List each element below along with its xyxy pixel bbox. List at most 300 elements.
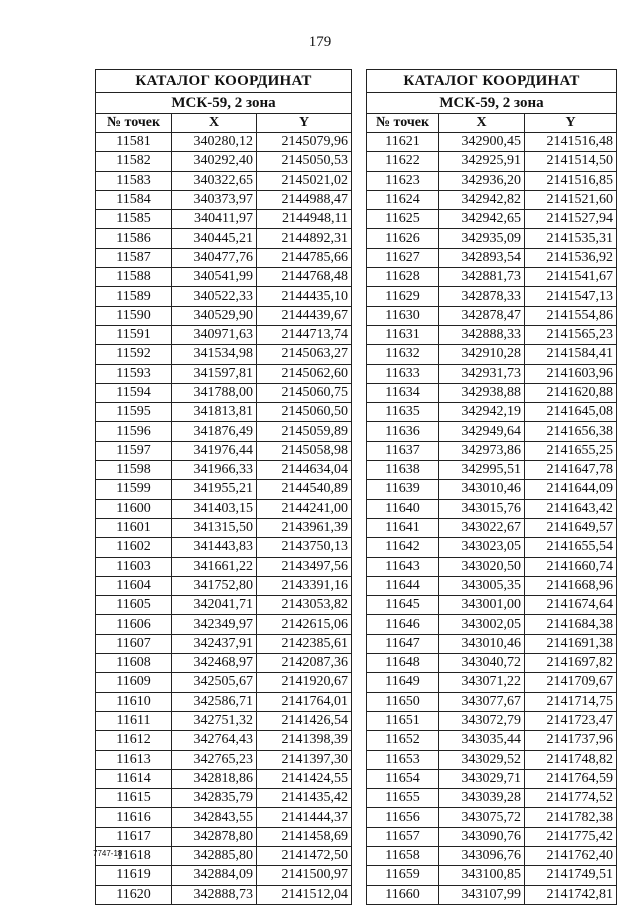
x-coordinate-cell: 340322,65	[172, 171, 257, 190]
x-coordinate-cell: 343001,00	[439, 596, 525, 615]
table-row	[367, 210, 617, 229]
point-number-cell: 11591	[96, 325, 172, 344]
x-coordinate-cell: 341876,49	[172, 422, 257, 441]
x-coordinate-cell: 343015,76	[439, 499, 525, 518]
y-coordinate-cell: 2141424,55	[257, 769, 352, 788]
point-number-cell: 11643	[367, 557, 439, 576]
x-coordinate-cell: 342878,80	[172, 827, 257, 846]
point-number-cell: 11584	[96, 190, 172, 209]
x-coordinate-cell: 342881,73	[439, 268, 525, 287]
point-number-cell: 11599	[96, 480, 172, 499]
table-row	[367, 576, 617, 595]
point-number-cell: 11633	[367, 364, 439, 383]
y-coordinate-cell: 2141397,30	[257, 750, 352, 769]
table-row	[367, 615, 617, 634]
table-row	[96, 789, 352, 808]
y-coordinate-cell: 2141762,40	[525, 846, 617, 865]
point-number-cell: 11622	[367, 152, 439, 171]
table-row	[96, 325, 352, 344]
x-coordinate-cell: 342938,88	[439, 383, 525, 402]
y-coordinate-cell: 2141748,82	[525, 750, 617, 769]
x-coordinate-cell: 343071,22	[439, 673, 525, 692]
y-coordinate-cell: 2141398,39	[257, 731, 352, 750]
y-coordinate-cell: 2145050,53	[257, 152, 352, 171]
point-number-cell: 11632	[367, 345, 439, 364]
table-row	[96, 846, 352, 865]
point-number-cell: 11585	[96, 210, 172, 229]
x-coordinate-cell: 343107,99	[439, 885, 525, 904]
point-number-cell: 11640	[367, 499, 439, 518]
y-coordinate-cell: 2141645,08	[525, 403, 617, 422]
y-coordinate-cell: 2141643,42	[525, 499, 617, 518]
y-coordinate-cell: 2141458,69	[257, 827, 352, 846]
point-number-cell: 11615	[96, 789, 172, 808]
table-row	[96, 615, 352, 634]
table-row	[96, 345, 352, 364]
point-number-cell: 11603	[96, 557, 172, 576]
table-row	[96, 596, 352, 615]
y-coordinate-cell: 2141684,38	[525, 615, 617, 634]
point-number-cell: 11588	[96, 268, 172, 287]
point-number-cell: 11617	[96, 827, 172, 846]
point-number-cell: 11608	[96, 654, 172, 673]
y-coordinate-cell: 2141660,74	[525, 557, 617, 576]
x-coordinate-cell: 343100,85	[439, 866, 525, 885]
y-coordinate-cell: 2144988,47	[257, 190, 352, 209]
table-row	[96, 808, 352, 827]
x-coordinate-cell: 342835,79	[172, 789, 257, 808]
table-row	[367, 268, 617, 287]
y-coordinate-cell: 2141584,41	[525, 345, 617, 364]
x-coordinate-cell: 340445,21	[172, 229, 257, 248]
table-row	[96, 518, 352, 537]
x-coordinate-cell: 341597,81	[172, 364, 257, 383]
x-coordinate-cell: 341403,15	[172, 499, 257, 518]
point-number-cell: 11634	[367, 383, 439, 402]
table-row	[96, 441, 352, 460]
y-coordinate-cell: 2141603,96	[525, 364, 617, 383]
point-number-cell: 11658	[367, 846, 439, 865]
point-number-cell: 11631	[367, 325, 439, 344]
x-coordinate-cell: 342586,71	[172, 692, 257, 711]
x-coordinate-cell: 341752,80	[172, 576, 257, 595]
y-coordinate-cell: 2141565,23	[525, 325, 617, 344]
y-coordinate-cell: 2141655,54	[525, 538, 617, 557]
x-coordinate-cell: 342973,86	[439, 441, 525, 460]
x-coordinate-cell: 342843,55	[172, 808, 257, 827]
table-row	[96, 287, 352, 306]
x-coordinate-cell: 342041,71	[172, 596, 257, 615]
table-row	[367, 248, 617, 267]
x-coordinate-cell: 340373,97	[172, 190, 257, 209]
y-coordinate-cell: 2141782,38	[525, 808, 617, 827]
x-coordinate-cell: 341534,98	[172, 345, 257, 364]
point-number-cell: 11660	[367, 885, 439, 904]
y-coordinate-cell: 2141647,78	[525, 461, 617, 480]
point-number-cell: 11629	[367, 287, 439, 306]
x-coordinate-cell: 340971,63	[172, 325, 257, 344]
y-coordinate-cell: 2141723,47	[525, 711, 617, 730]
coordinates-table-left	[95, 69, 352, 905]
point-number-cell: 11614	[96, 769, 172, 788]
point-number-cell: 11609	[96, 673, 172, 692]
y-coordinate-cell: 2145059,89	[257, 422, 352, 441]
table-row	[367, 325, 617, 344]
y-coordinate-cell: 2145058,98	[257, 441, 352, 460]
x-coordinate-cell: 343029,71	[439, 769, 525, 788]
x-coordinate-cell: 343010,46	[439, 634, 525, 653]
table-row	[96, 692, 352, 711]
table-row	[367, 827, 617, 846]
point-number-cell: 11624	[367, 190, 439, 209]
x-coordinate-cell: 341813,81	[172, 403, 257, 422]
y-coordinate-cell: 2141644,09	[525, 480, 617, 499]
x-coordinate-cell: 343022,67	[439, 518, 525, 537]
x-coordinate-cell: 341788,00	[172, 383, 257, 402]
x-coordinate-cell: 343005,35	[439, 576, 525, 595]
x-coordinate-cell: 342900,45	[439, 133, 525, 152]
x-coordinate-cell: 341955,21	[172, 480, 257, 499]
table-row	[367, 461, 617, 480]
x-coordinate-cell: 342893,54	[439, 248, 525, 267]
table-row	[96, 711, 352, 730]
point-number-cell: 11589	[96, 287, 172, 306]
table-row	[367, 287, 617, 306]
table-row	[96, 461, 352, 480]
point-number-cell: 11650	[367, 692, 439, 711]
table-row	[367, 731, 617, 750]
x-coordinate-cell: 343072,79	[439, 711, 525, 730]
table-row	[96, 866, 352, 885]
y-coordinate-cell: 2141516,85	[525, 171, 617, 190]
point-number-cell: 11596	[96, 422, 172, 441]
point-number-cell: 11611	[96, 711, 172, 730]
table-row	[367, 480, 617, 499]
table-row	[367, 769, 617, 788]
y-coordinate-cell: 2141749,51	[525, 866, 617, 885]
y-coordinate-cell: 2141435,42	[257, 789, 352, 808]
point-number-cell: 11641	[367, 518, 439, 537]
table-title: КАТАЛОГ КООРДИНАТ	[367, 70, 617, 93]
x-coordinate-cell: 343077,67	[439, 692, 525, 711]
x-coordinate-cell: 341315,50	[172, 518, 257, 537]
y-coordinate-cell: 2141541,67	[525, 268, 617, 287]
y-coordinate-cell: 2143497,56	[257, 557, 352, 576]
x-coordinate-cell: 342751,32	[172, 711, 257, 730]
table-row	[96, 190, 352, 209]
column-header-y: Y	[257, 114, 352, 133]
y-coordinate-cell: 2143053,82	[257, 596, 352, 615]
point-number-cell: 11618	[96, 846, 172, 865]
y-coordinate-cell: 2141774,52	[525, 789, 617, 808]
table-row	[367, 441, 617, 460]
x-coordinate-cell: 343039,28	[439, 789, 525, 808]
point-number-cell: 11586	[96, 229, 172, 248]
table-row	[367, 846, 617, 865]
x-coordinate-cell: 343002,05	[439, 615, 525, 634]
table-row	[96, 403, 352, 422]
table-row	[367, 596, 617, 615]
y-coordinate-cell: 2145063,27	[257, 345, 352, 364]
column-header-x: X	[172, 114, 257, 133]
table-row	[367, 789, 617, 808]
point-number-cell: 11600	[96, 499, 172, 518]
table-row	[367, 133, 617, 152]
y-coordinate-cell: 2144540,89	[257, 480, 352, 499]
y-coordinate-cell: 2141920,67	[257, 673, 352, 692]
table-row	[367, 808, 617, 827]
point-number-cell: 11610	[96, 692, 172, 711]
point-number-cell: 11581	[96, 133, 172, 152]
table-row	[96, 383, 352, 402]
point-number-cell: 11602	[96, 538, 172, 557]
y-coordinate-cell: 2143961,39	[257, 518, 352, 537]
y-coordinate-cell: 2144713,74	[257, 325, 352, 344]
point-number-cell: 11636	[367, 422, 439, 441]
point-number-cell: 11647	[367, 634, 439, 653]
x-coordinate-cell: 343035,44	[439, 731, 525, 750]
point-number-cell: 11637	[367, 441, 439, 460]
table-row	[367, 364, 617, 383]
y-coordinate-cell: 2142087,36	[257, 654, 352, 673]
point-number-cell: 11616	[96, 808, 172, 827]
point-number-cell: 11648	[367, 654, 439, 673]
point-number-cell: 11597	[96, 441, 172, 460]
y-coordinate-cell: 2141535,31	[525, 229, 617, 248]
table-row	[96, 422, 352, 441]
point-number-cell: 11625	[367, 210, 439, 229]
point-number-cell: 11639	[367, 480, 439, 499]
point-number-cell: 11613	[96, 750, 172, 769]
point-number-cell: 11659	[367, 866, 439, 885]
x-coordinate-cell: 342349,97	[172, 615, 257, 634]
x-coordinate-cell: 342995,51	[439, 461, 525, 480]
y-coordinate-cell: 2143391,16	[257, 576, 352, 595]
x-coordinate-cell: 341966,33	[172, 461, 257, 480]
point-number-cell: 11598	[96, 461, 172, 480]
point-number-cell: 11627	[367, 248, 439, 267]
table-row	[96, 827, 352, 846]
y-coordinate-cell: 2141426,54	[257, 711, 352, 730]
point-number-cell: 11592	[96, 345, 172, 364]
x-coordinate-cell: 343040,72	[439, 654, 525, 673]
point-number-cell: 11621	[367, 133, 439, 152]
table-row	[367, 190, 617, 209]
x-coordinate-cell: 342468,97	[172, 654, 257, 673]
table-row	[96, 133, 352, 152]
table-row	[367, 499, 617, 518]
y-coordinate-cell: 2141500,97	[257, 866, 352, 885]
column-header-point: № точек	[96, 114, 172, 133]
point-number-cell: 11653	[367, 750, 439, 769]
y-coordinate-cell: 2141764,59	[525, 769, 617, 788]
table-row	[96, 171, 352, 190]
y-coordinate-cell: 2141674,64	[525, 596, 617, 615]
y-coordinate-cell: 2145079,96	[257, 133, 352, 152]
x-coordinate-cell: 343096,76	[439, 846, 525, 865]
point-number-cell: 11590	[96, 306, 172, 325]
y-coordinate-cell: 2144634,04	[257, 461, 352, 480]
x-coordinate-cell: 343010,46	[439, 480, 525, 499]
y-coordinate-cell: 2141536,92	[525, 248, 617, 267]
x-coordinate-cell: 340522,33	[172, 287, 257, 306]
y-coordinate-cell: 2142385,61	[257, 634, 352, 653]
y-coordinate-cell: 2142615,06	[257, 615, 352, 634]
table-row	[96, 731, 352, 750]
page-number: 179	[308, 34, 332, 50]
table-row	[96, 499, 352, 518]
point-number-cell: 11620	[96, 885, 172, 904]
y-coordinate-cell: 2141775,42	[525, 827, 617, 846]
point-number-cell: 11582	[96, 152, 172, 171]
point-number-cell: 11594	[96, 383, 172, 402]
y-coordinate-cell: 2144892,31	[257, 229, 352, 248]
y-coordinate-cell: 2141709,67	[525, 673, 617, 692]
table-zone: МСК-59, 2 зона	[367, 93, 617, 114]
y-coordinate-cell: 2145060,50	[257, 403, 352, 422]
point-number-cell: 11619	[96, 866, 172, 885]
point-number-cell: 11605	[96, 596, 172, 615]
point-number-cell: 11642	[367, 538, 439, 557]
table-row	[367, 557, 617, 576]
x-coordinate-cell: 340411,97	[172, 210, 257, 229]
point-number-cell: 11651	[367, 711, 439, 730]
table-row	[96, 268, 352, 287]
table-row	[367, 422, 617, 441]
point-number-cell: 11606	[96, 615, 172, 634]
x-coordinate-cell: 340477,76	[172, 248, 257, 267]
point-number-cell: 11655	[367, 789, 439, 808]
point-number-cell: 11646	[367, 615, 439, 634]
x-coordinate-cell: 341976,44	[172, 441, 257, 460]
table-row	[367, 866, 617, 885]
x-coordinate-cell: 340292,40	[172, 152, 257, 171]
x-coordinate-cell: 340280,12	[172, 133, 257, 152]
y-coordinate-cell: 2141737,96	[525, 731, 617, 750]
y-coordinate-cell: 2141444,37	[257, 808, 352, 827]
point-number-cell: 11644	[367, 576, 439, 595]
x-coordinate-cell: 342910,28	[439, 345, 525, 364]
point-number-cell: 11645	[367, 596, 439, 615]
x-coordinate-cell: 343090,76	[439, 827, 525, 846]
y-coordinate-cell: 2141554,86	[525, 306, 617, 325]
table-row	[96, 538, 352, 557]
x-coordinate-cell: 342888,73	[172, 885, 257, 904]
point-number-cell: 11649	[367, 673, 439, 692]
table-row	[96, 885, 352, 904]
table-row	[96, 769, 352, 788]
y-coordinate-cell: 2141649,57	[525, 518, 617, 537]
y-coordinate-cell: 2143750,13	[257, 538, 352, 557]
x-coordinate-cell: 342878,47	[439, 306, 525, 325]
table-row	[367, 345, 617, 364]
table-row	[96, 576, 352, 595]
y-coordinate-cell: 2141521,60	[525, 190, 617, 209]
x-coordinate-cell: 342942,82	[439, 190, 525, 209]
x-coordinate-cell: 342818,86	[172, 769, 257, 788]
table-row	[367, 885, 617, 904]
point-number-cell: 11630	[367, 306, 439, 325]
x-coordinate-cell: 342765,23	[172, 750, 257, 769]
point-number-cell: 11652	[367, 731, 439, 750]
x-coordinate-cell: 343023,05	[439, 538, 525, 557]
y-coordinate-cell: 2145021,02	[257, 171, 352, 190]
y-coordinate-cell: 2141516,48	[525, 133, 617, 152]
y-coordinate-cell: 2145060,75	[257, 383, 352, 402]
point-number-cell: 11635	[367, 403, 439, 422]
y-coordinate-cell: 2144241,00	[257, 499, 352, 518]
table-row	[96, 152, 352, 171]
table-row	[367, 171, 617, 190]
y-coordinate-cell: 2141655,25	[525, 441, 617, 460]
table-row	[367, 673, 617, 692]
table-row	[96, 480, 352, 499]
x-coordinate-cell: 342884,09	[172, 866, 257, 885]
x-coordinate-cell: 342942,65	[439, 210, 525, 229]
x-coordinate-cell: 342888,33	[439, 325, 525, 344]
table-row	[367, 306, 617, 325]
y-coordinate-cell: 2141547,13	[525, 287, 617, 306]
x-coordinate-cell: 342505,67	[172, 673, 257, 692]
x-coordinate-cell: 342878,33	[439, 287, 525, 306]
table-title: КАТАЛОГ КООРДИНАТ	[96, 70, 352, 93]
y-coordinate-cell: 2141764,01	[257, 692, 352, 711]
table-row	[367, 750, 617, 769]
point-number-cell: 11626	[367, 229, 439, 248]
x-coordinate-cell: 343029,52	[439, 750, 525, 769]
table-row	[96, 673, 352, 692]
table-row	[96, 654, 352, 673]
y-coordinate-cell: 2141620,88	[525, 383, 617, 402]
point-number-cell: 11623	[367, 171, 439, 190]
table-row	[367, 634, 617, 653]
x-coordinate-cell: 343020,50	[439, 557, 525, 576]
column-header-point: № точек	[367, 114, 439, 133]
y-coordinate-cell: 2141514,50	[525, 152, 617, 171]
x-coordinate-cell: 342942,19	[439, 403, 525, 422]
table-row	[367, 383, 617, 402]
y-coordinate-cell: 2144439,67	[257, 306, 352, 325]
x-coordinate-cell: 342437,91	[172, 634, 257, 653]
point-number-cell: 11607	[96, 634, 172, 653]
footer-code: 7747-18	[93, 849, 123, 858]
table-row	[367, 152, 617, 171]
table-row	[96, 557, 352, 576]
point-number-cell: 11595	[96, 403, 172, 422]
y-coordinate-cell: 2141472,50	[257, 846, 352, 865]
table-row	[96, 364, 352, 383]
y-coordinate-cell: 2141714,75	[525, 692, 617, 711]
x-coordinate-cell: 340541,99	[172, 268, 257, 287]
y-coordinate-cell: 2141656,38	[525, 422, 617, 441]
point-number-cell: 11657	[367, 827, 439, 846]
x-coordinate-cell: 341443,83	[172, 538, 257, 557]
table-row	[367, 692, 617, 711]
table-row	[96, 634, 352, 653]
table-row	[96, 248, 352, 267]
point-number-cell: 11604	[96, 576, 172, 595]
table-row	[367, 538, 617, 557]
y-coordinate-cell: 2144768,48	[257, 268, 352, 287]
point-number-cell: 11593	[96, 364, 172, 383]
y-coordinate-cell: 2141527,94	[525, 210, 617, 229]
point-number-cell: 11656	[367, 808, 439, 827]
table-row	[367, 654, 617, 673]
x-coordinate-cell: 342764,43	[172, 731, 257, 750]
y-coordinate-cell: 2141742,81	[525, 885, 617, 904]
y-coordinate-cell: 2141512,04	[257, 885, 352, 904]
x-coordinate-cell: 341661,22	[172, 557, 257, 576]
